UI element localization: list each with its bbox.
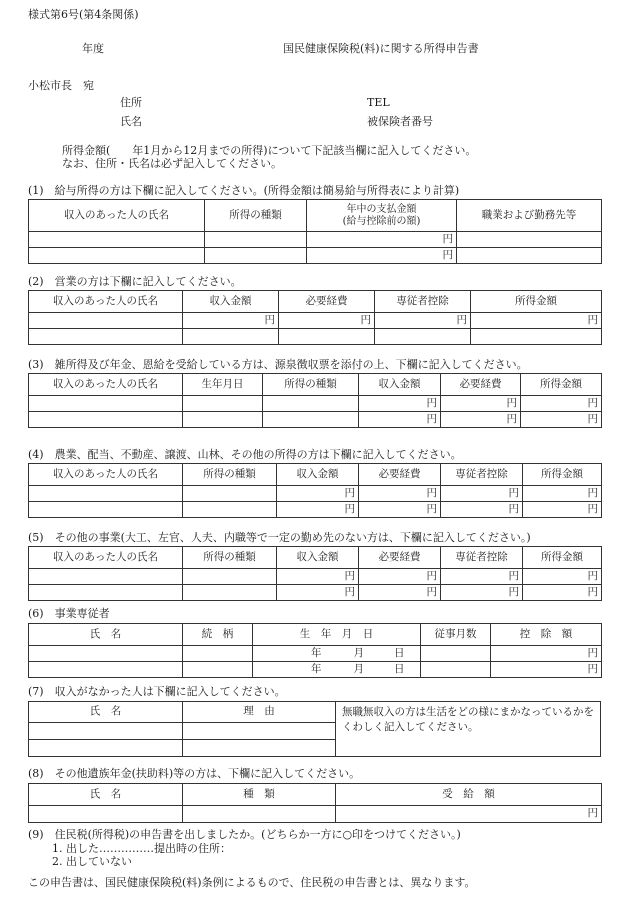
s2-col-expense: 必要経費 [279, 291, 375, 313]
table-row [29, 248, 602, 264]
yen-unit[interactable]: 円 [441, 585, 523, 601]
yen-unit[interactable]: 円 [359, 585, 441, 601]
s2-col-name: 収入のあった人の氏名 [29, 291, 183, 313]
yen-unit[interactable]: 円 [359, 396, 441, 412]
yen-unit[interactable]: 円 [471, 313, 602, 329]
s5-col-expense: 必要経費 [359, 547, 441, 569]
s8-col-kind: 種 類 [183, 784, 336, 806]
section-5-table [28, 546, 602, 601]
footer-note: この申告書は、国民健康保険税(料)条例によるもので、住民税の申告書とは、異なります。 [28, 876, 476, 889]
yen-unit[interactable]: 円 [441, 396, 521, 412]
s3-col-birthdate: 生年月日 [183, 374, 263, 396]
s3-col-name: 収入のあった人の氏名 [29, 374, 183, 396]
table-row [29, 740, 336, 757]
s8-col-amount: 受 給 額 [336, 784, 602, 806]
table-row [29, 412, 602, 428]
table-row [29, 396, 602, 412]
section-5-heading: (5) その他の事業(大工、左官、人夫、内職等で一定の勤め先のない方は、下欄に記入してください。) [28, 531, 531, 544]
section-6-table [28, 623, 602, 678]
yen-unit[interactable]: 円 [307, 248, 457, 264]
instruction-line-2: なお、住所・氏名は必ず記入してください。 [62, 157, 282, 170]
section-7-table [28, 701, 336, 757]
section-9-heading: (9) 住民税(所得税)の申告書を出しましたか。(どちらか一方に○印をつけてください。) [28, 828, 461, 841]
name-label: 氏名 [120, 115, 142, 128]
section-8-table [28, 783, 602, 823]
table-row [29, 486, 602, 502]
section-2-table [28, 290, 602, 345]
yen-unit[interactable]: 円 [441, 502, 523, 518]
address-label: 住所 [120, 96, 142, 109]
section-4-heading: (4) 農業、配当、不動産、譲渡、山林、その他の所得の方は下欄に記入してください。 [28, 448, 462, 461]
s4-col-amount: 所得金額 [523, 464, 602, 486]
section-2-heading: (2) 営業の方は下欄に記入してください。 [28, 275, 242, 288]
addressee: 小松市長 宛 [28, 79, 94, 92]
table-row [29, 569, 602, 585]
yen-unit[interactable]: 円 [277, 486, 359, 502]
option-not-submitted[interactable]: 2. 出していない [52, 855, 132, 868]
section-6-heading: (6) 事業専従者 [28, 607, 110, 620]
s6-col-deduction: 控 除 額 [491, 624, 602, 646]
yen-unit[interactable]: 円 [441, 569, 523, 585]
yen-unit[interactable]: 円 [521, 396, 602, 412]
s3-col-amount: 所得金額 [521, 374, 602, 396]
s6-col-birthdate: 生 年 月 日 [253, 624, 421, 646]
table-row [29, 502, 602, 518]
form-number: 様式第6号(第4条関係) [28, 8, 139, 21]
table-row [29, 806, 602, 823]
yen-unit[interactable]: 円 [359, 412, 441, 428]
yen-unit[interactable]: 円 [441, 412, 521, 428]
yen-unit[interactable]: 円 [336, 806, 602, 823]
s4-col-expense: 必要経費 [359, 464, 441, 486]
s4-col-deduction: 専従者控除 [441, 464, 523, 486]
yen-unit[interactable]: 円 [523, 502, 602, 518]
tel-label: TEL [367, 96, 390, 109]
s6-col-relation: 続 柄 [183, 624, 253, 646]
instruction-line-1: 所得金額( 年1月から12月までの所得)について下記該当欄に記入してください。 [62, 144, 477, 157]
option-submitted[interactable]: 1. 出した……………提出時の住所： [52, 842, 231, 855]
yen-unit[interactable]: 円 [359, 502, 441, 518]
s2-col-income: 収入金額 [183, 291, 279, 313]
s3-col-type: 所得の種類 [263, 374, 359, 396]
s2-col-deduction: 専従者控除 [375, 291, 471, 313]
yen-unit[interactable]: 円 [359, 486, 441, 502]
table-row [29, 585, 602, 601]
s7-col-reason: 理 由 [183, 702, 336, 723]
table-row [29, 329, 602, 345]
yen-unit[interactable]: 円 [523, 585, 602, 601]
yen-unit[interactable]: 円 [183, 313, 279, 329]
s5-col-income: 収入金額 [277, 547, 359, 569]
section-7-heading: (7) 収入がなかった人は下欄に記入してください。 [28, 685, 286, 698]
yen-unit[interactable]: 円 [521, 412, 602, 428]
yen-unit[interactable]: 円 [491, 662, 602, 678]
yen-unit[interactable]: 円 [523, 486, 602, 502]
s7-col-name: 氏 名 [29, 702, 183, 723]
document-title: 国民健康保険税(料)に関する所得申告書 [283, 42, 479, 55]
table-row [29, 662, 602, 678]
fiscal-year-label: 年度 [82, 42, 104, 55]
yen-unit[interactable]: 円 [523, 569, 602, 585]
s5-col-amount: 所得金額 [523, 547, 602, 569]
s3-col-expense: 必要経費 [441, 374, 521, 396]
section-4-table [28, 463, 602, 518]
section-3-heading: (3) 雑所得及び年金、恩給を受給している方は、源泉徴収票を添付の上、下欄に記入してください。 [28, 358, 528, 371]
table-row [29, 723, 336, 740]
s5-col-type: 所得の種類 [183, 547, 277, 569]
section-1-table [28, 199, 602, 264]
section-8-heading: (8) その他遺族年金(扶助料)等の方は、下欄に記入してください。 [28, 767, 361, 780]
yen-unit[interactable]: 円 [491, 646, 602, 662]
no-income-note-box[interactable]: 無職無収入の方は生活をどの様にまかなっているかをくわしく記入してください。 [335, 701, 601, 757]
s6-col-months: 従事月数 [421, 624, 491, 646]
s5-col-name: 収入のあった人の氏名 [29, 547, 183, 569]
yen-unit[interactable]: 円 [375, 313, 471, 329]
s1-col-workplace: 職業および勤務先等 [457, 200, 602, 232]
insured-number-label: 被保険者番号 [367, 115, 433, 128]
yen-unit[interactable]: 円 [277, 502, 359, 518]
s1-col-payment: 年中の支払金額 (給与控除前の額) [307, 200, 457, 232]
s1-col-type: 所得の種類 [205, 200, 307, 232]
yen-unit[interactable]: 円 [307, 232, 457, 248]
yen-unit[interactable]: 円 [279, 313, 375, 329]
s3-col-income: 収入金額 [359, 374, 441, 396]
yen-unit[interactable]: 円 [359, 569, 441, 585]
section-1-heading: (1) 給与所得の方は下欄に記入してください。(所得金額は簡易給与所得表により計算) [28, 184, 460, 197]
table-row [29, 646, 602, 662]
section-3-table [28, 373, 602, 428]
table-row [29, 313, 602, 329]
birthdate-field[interactable]: 年 月 日 [253, 662, 421, 678]
s2-col-amount: 所得金額 [471, 291, 602, 313]
birthdate-field[interactable]: 年 月 日 [253, 646, 421, 662]
yen-unit[interactable]: 円 [277, 585, 359, 601]
s6-col-name: 氏 名 [29, 624, 183, 646]
yen-unit[interactable]: 円 [277, 569, 359, 585]
s4-col-name: 収入のあった人の氏名 [29, 464, 183, 486]
yen-unit[interactable]: 円 [441, 486, 523, 502]
s4-col-type: 所得の種類 [183, 464, 277, 486]
s1-col-name: 収入のあった人の氏名 [29, 200, 205, 232]
table-row [29, 232, 602, 248]
s5-col-deduction: 専従者控除 [441, 547, 523, 569]
s8-col-name: 氏 名 [29, 784, 183, 806]
s4-col-income: 収入金額 [277, 464, 359, 486]
